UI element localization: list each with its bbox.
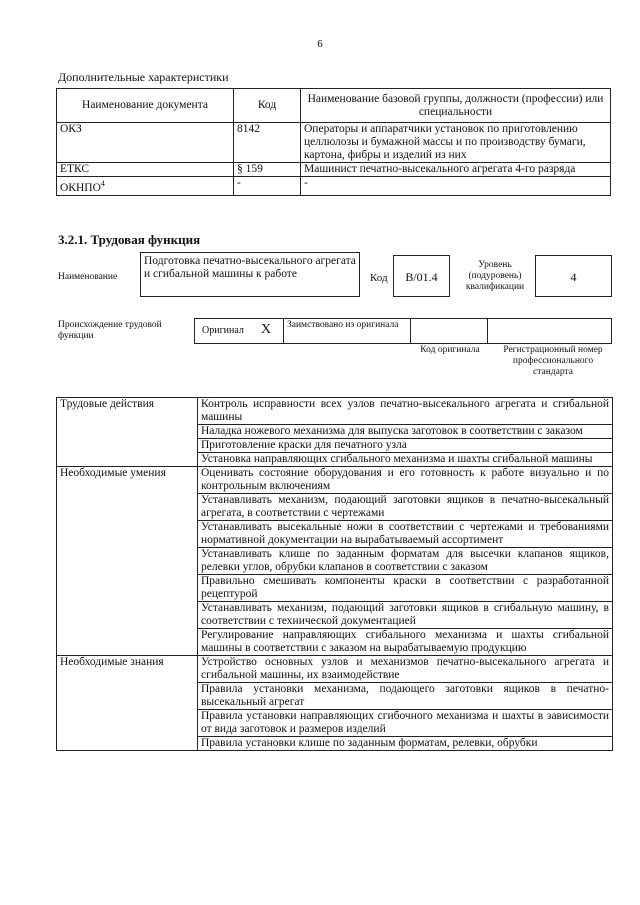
cell: § 159 — [234, 163, 301, 177]
function-code: B/01.4 — [393, 255, 450, 297]
code-orig-cell — [410, 319, 488, 343]
detail-item: Устанавливать механизм, подающий заготовки ящиков в печатно-высекальный агрегата, в соответствии с чертежами — [198, 494, 613, 521]
cell: ОКЗ — [57, 123, 234, 163]
cell: Машинист печатно-высекального агрегата 4-го разряда — [301, 163, 611, 177]
function-name: Подготовка печатно-высекального агрегата и сгибальной машины к работе — [140, 252, 360, 297]
origin-row — [194, 318, 612, 344]
details-table — [56, 397, 613, 751]
header-code: Код — [234, 89, 301, 123]
detail-item: Регулирование направляющих сгибального механизма и шахты сгибальной машины в соответствии с заказом на вырабатываемую продукцию — [198, 629, 613, 656]
original-cell — [195, 319, 284, 343]
detail-item: Устанавливать высекальные ножи в соответствии с чертежами и требованиями нормативной документации на вырабатываемый ассортимент — [198, 521, 613, 548]
table-header-row — [57, 89, 611, 123]
table-row — [57, 163, 611, 177]
detail-item: Правила установки направляющих сгибочного механизма и шахты в зависимости от вида заготовок и размеров изделий — [198, 710, 613, 737]
header-doc: Наименование документа — [57, 89, 234, 123]
page-number: 6 — [317, 38, 323, 50]
table-row — [57, 398, 613, 425]
detail-item: Оценивать состояние оборудования и его готовность к работе визуально и по контрольным включениям — [198, 467, 613, 494]
reg-label: Регистрационный номер профессионального стандарта — [503, 345, 603, 377]
detail-item: Правила установки механизма, подающего заготовки ящиков в печатно-высекальный агрегат — [198, 683, 613, 710]
cell: ЕТКС — [57, 163, 234, 177]
cell: - — [301, 177, 611, 196]
detail-item: Устанавливать клише по заданным форматам для высечки клапанов ящиков, релевки углов, обрубки клапанов в соответствии с заказом — [198, 548, 613, 575]
cell — [57, 177, 234, 196]
level-label: Уровень (подуровень) квалификации — [465, 260, 525, 292]
origin-label: Происхождение трудовой функции — [58, 320, 162, 341]
detail-item: Правила установки клише по заданным форматам, релевки, обрубки — [198, 737, 613, 751]
additional-title: Дополнительные характеристики — [58, 70, 229, 84]
original-label: Оригинал — [202, 325, 244, 336]
table-row — [57, 123, 611, 163]
table-row — [57, 177, 611, 196]
row-label: Необходимые умения — [57, 467, 198, 656]
detail-item: Наладка ножевого механизма для выпуска заготовок в соответствии с заказом — [198, 425, 613, 439]
detail-item: Приготовление краски для печатного узла — [198, 439, 613, 453]
row-label: Трудовые действия — [57, 398, 198, 467]
table-row — [57, 656, 613, 683]
detail-item: Установка направляющих сгибального механизма и шахты сгибальной машины — [198, 453, 613, 467]
level-value: 4 — [535, 255, 612, 297]
detail-item: Устанавливать механизм, подающий заготовки ящиков в сгибальную машину, в соответствии с технической документацией — [198, 602, 613, 629]
original-mark: X — [261, 322, 272, 337]
detail-item: Контроль исправности всех узлов печатно-высекального агрегата и сгибальной машины — [198, 398, 613, 425]
cell: Операторы и аппаратчики установок по приготовлению целлюлозы и бумажной массы и по производству бумаги, картона, фибры и изделий из них — [301, 123, 611, 163]
additional-table — [56, 88, 611, 196]
footnote-mark: 4 — [100, 179, 105, 188]
detail-item: Правильно смешивать компоненты краски в соответствии с разработанной рецептурой — [198, 575, 613, 602]
okn-label: ОКНПО — [60, 181, 101, 194]
detail-item: Устройство основных узлов и механизмов печатно-высекального агрегата и сгибальной машины, их взаимодействие — [198, 656, 613, 683]
code-label: Код — [370, 272, 388, 284]
header-group: Наименование базовой группы, должности (профессии) или специальности — [301, 89, 611, 123]
name-label: Наименование — [58, 272, 118, 282]
section-title: 3.2.1. Трудовая функция — [58, 232, 201, 247]
cell: 8142 — [234, 123, 301, 163]
cell: - — [234, 177, 301, 196]
borrowed-label: Заимствовано из оригинала — [287, 320, 399, 330]
row-label: Необходимые знания — [57, 656, 198, 751]
table-row — [57, 467, 613, 494]
code-orig-label: Код оригинала — [420, 345, 480, 355]
